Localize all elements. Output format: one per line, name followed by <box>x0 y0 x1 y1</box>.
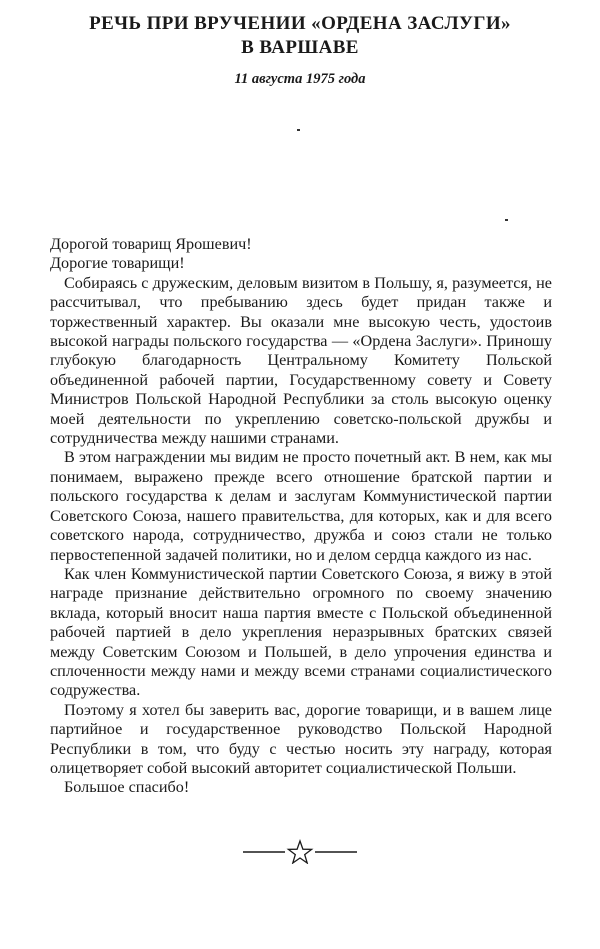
paragraph: Как член Коммунистической партии Советского Союза, я вижу в этой награде признание действительно огромного по своему значению вклада, который вносит наша партия вместе с Польской объединенной рабочей партией в дело укрепления неразрывных братских связей между Советским Союзом и Польшей, в дело упрочения единства и сплоченности между нами и между всеми странами социалистического содружества. <box>50 564 552 700</box>
speech-date: 11 августа 1975 года <box>234 71 366 87</box>
salutation-line: Дорогие товарищи! <box>50 254 185 273</box>
print-speck <box>505 219 508 221</box>
star-icon <box>288 841 311 863</box>
paragraph: В этом награждении мы видим не просто почетный акт. В нем, как мы понимаем, выражено прежде всего отношение братской партии и польского государства к делам и заслугам Коммунистической партии Советского Союза, нашего правительства, для которых, как и для всего советского народа, сотрудничество, дружба и союз стали не только первостепенной задачей политики, но и делом сердца каждого из нас. <box>50 448 552 564</box>
title-line-2: В ВАРШАВЕ <box>241 37 359 58</box>
paragraph: Собираясь с дружеским, деловым визитом в Польшу, я, разумеется, не рассчитывал, что пребыванию здесь будет придан также и торжественный характер. Вы оказали мне высокую честь, удостоив высокой награды польского государства — «Ордена Заслуги». Приношу глубокую благодарность Центральному Комитету Польской объединенной рабочей партии, Государственному совету и Совету Министров Польской Народной Республики за столь высокую оценку моей деятельности по укреплению советско-польской дружбы и сотрудничества между нашими странами. <box>50 273 552 448</box>
paragraph: Поэтому я хотел бы заверить вас, дорогие товарищи, и в вашем лице партийное и государственное руководство Польской Народной Республики в том, что буду с честью носить эту награду, которая олицетворяет собой высокий авторитет социалистической Польши. <box>50 700 552 777</box>
title-line-1: РЕЧЬ ПРИ ВРУЧЕНИИ «ОРДЕНА ЗАСЛУГИ» <box>89 13 511 34</box>
speech-body <box>50 235 552 798</box>
end-ornament <box>0 838 600 864</box>
print-speck <box>297 129 300 131</box>
salutation-line: Дорогой товарищ Ярошевич! <box>50 235 252 253</box>
star-divider <box>235 838 365 864</box>
speech-title <box>0 12 600 60</box>
closing-line: Большое спасибо! <box>64 778 190 797</box>
